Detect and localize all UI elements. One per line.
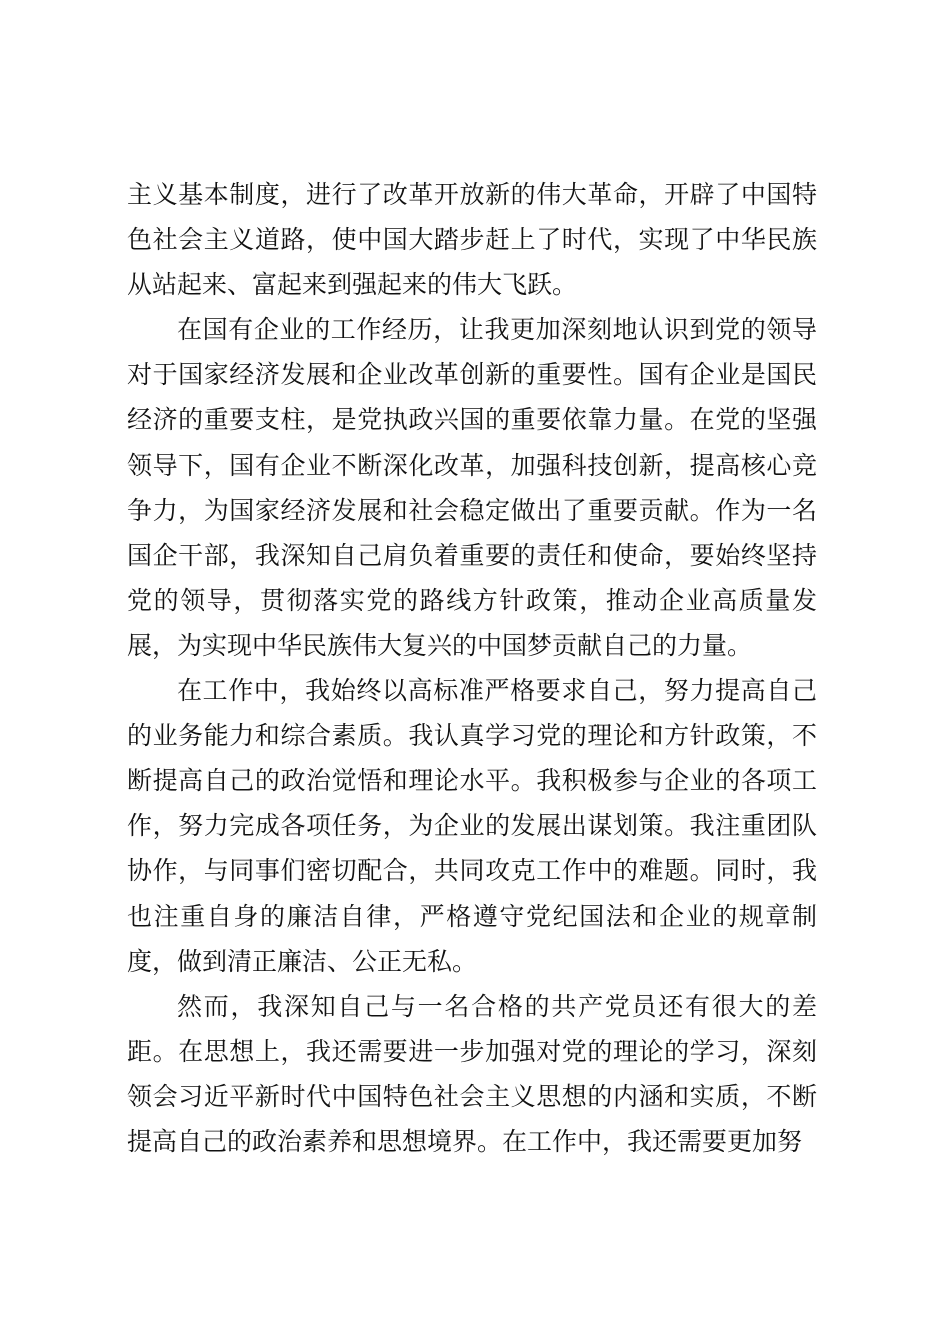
line: 色社会主义道路，使中国大踏步赶上了时代，实现了中华民族 bbox=[127, 225, 817, 255]
paragraph-3 bbox=[127, 668, 817, 984]
line: 提高自己的政治素养和思想境界。在工作中，我还需要更加努 bbox=[127, 1126, 803, 1156]
line: 断提高自己的政治觉悟和理论水平。我积极参与企业的各项工 bbox=[127, 766, 817, 796]
line: 展，为实现中华民族伟大复兴的中国梦贡献自己的力量。 bbox=[127, 630, 753, 660]
line: 领导下，国有企业不断深化改革，加强科技创新，提高核心竞 bbox=[127, 450, 817, 480]
line: 的业务能力和综合素质。我认真学习党的理论和方针政策，不 bbox=[127, 721, 817, 751]
line: 距。在思想上，我还需要进一步加强对党的理论的学习，深刻 bbox=[127, 1036, 817, 1066]
line: 争力，为国家经济发展和社会稳定做出了重要贡献。作为一名 bbox=[127, 495, 817, 525]
line: 在工作中，我始终以高标准严格要求自己，努力提高自己 bbox=[177, 676, 817, 706]
line: 对于国家经济发展和企业改革创新的重要性。国有企业是国民 bbox=[127, 360, 817, 390]
line: 协作，与同事们密切配合，共同攻克工作中的难题。同时，我 bbox=[127, 856, 817, 886]
line: 经济的重要支柱，是党执政兴国的重要依靠力量。在党的坚强 bbox=[127, 405, 817, 435]
line: 也注重自身的廉洁自律，严格遵守党纪国法和企业的规章制 bbox=[127, 901, 817, 931]
line: 在国有企业的工作经历，让我更加深刻地认识到党的领导 bbox=[177, 315, 817, 345]
paragraph-2 bbox=[127, 307, 817, 668]
line: 然而，我深知自己与一名合格的共产党员还有很大的差 bbox=[177, 991, 817, 1021]
line: 领会习近平新时代中国特色社会主义思想的内涵和实质，不断 bbox=[127, 1081, 817, 1111]
line: 作，努力完成各项任务，为企业的发展出谋划策。我注重团队 bbox=[127, 811, 817, 841]
paragraph-4 bbox=[127, 984, 817, 1164]
line: 度，做到清正廉洁、公正无私。 bbox=[127, 946, 478, 976]
line: 主义基本制度，进行了改革开放新的伟大革命，开辟了中国特 bbox=[127, 180, 817, 209]
line: 国企干部，我深知自己肩负着重要的责任和使命，要始终坚持 bbox=[127, 540, 817, 570]
line: 从站起来、富起来到强起来的伟大飞跃。 bbox=[127, 270, 578, 300]
document-body bbox=[127, 172, 817, 1164]
line: 党的领导，贯彻落实党的路线方针政策，推动企业高质量发 bbox=[127, 585, 817, 615]
paragraph-1 bbox=[127, 172, 817, 307]
